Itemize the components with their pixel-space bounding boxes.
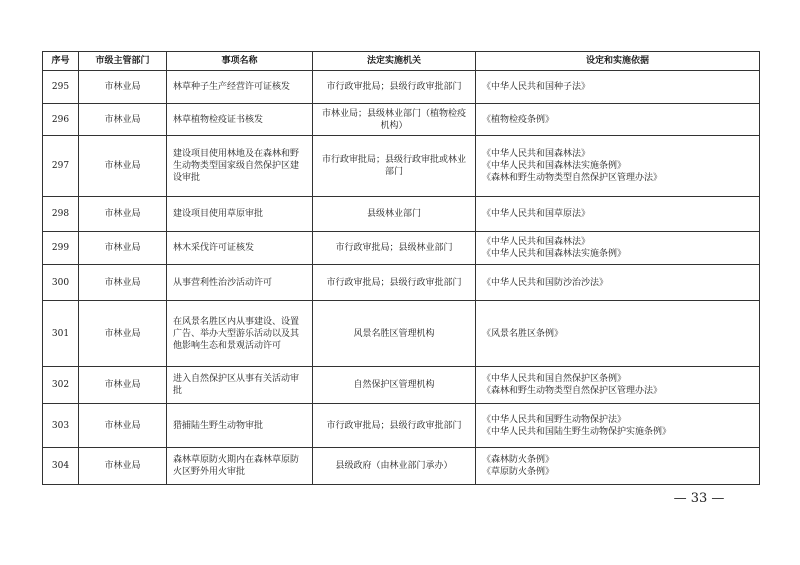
row-department: 市林业局 (79, 301, 167, 367)
row-item-name: 在风景名胜区内从事建设、设置广告、举办大型游乐活动以及其他影响生态和景观活动许可 (167, 301, 313, 367)
row-number: 295 (43, 71, 79, 104)
row-number: 298 (43, 197, 79, 232)
row-authority: 市行政审批局；县级行政审批部门 (313, 71, 476, 104)
basis-line: 《中华人民共和国草原法》 (482, 209, 591, 219)
table-row (43, 265, 760, 301)
row-number: 304 (43, 448, 79, 485)
row-legal-basis (476, 265, 760, 301)
row-item-name: 林草种子生产经营许可证核发 (167, 71, 313, 104)
row-department: 市林业局 (79, 232, 167, 265)
table-header-row (43, 52, 760, 71)
row-department: 市林业局 (79, 71, 167, 104)
row-legal-basis (476, 448, 760, 485)
row-number: 296 (43, 104, 79, 136)
row-number: 303 (43, 404, 79, 448)
row-item-name: 森林草原防火期内在森林草原防火区野外用火审批 (167, 448, 313, 485)
row-department: 市林业局 (79, 197, 167, 232)
basis-line: 《森林和野生动物类型自然保护区管理办法》 (482, 173, 663, 183)
row-department: 市林业局 (79, 136, 167, 197)
basis-line: 《中华人民共和国种子法》 (482, 82, 591, 92)
row-item-name: 从事营利性治沙活动许可 (167, 265, 313, 301)
row-item-name: 林草植物检疫证书核发 (167, 104, 313, 136)
basis-line: 《植物检疫条例》 (482, 114, 555, 125)
basis-line: 《中华人民共和国陆生野生动物保护实施条例》 (482, 426, 672, 437)
row-legal-basis (476, 301, 760, 367)
row-legal-basis (476, 367, 760, 404)
table-row (43, 367, 760, 404)
header-authority: 法定实施机关 (313, 52, 476, 71)
table-row (43, 104, 760, 136)
table-row (43, 197, 760, 232)
row-legal-basis (476, 404, 760, 448)
basis-line: 《风景名胜区条例》 (482, 328, 564, 339)
basis-line: 《森林和野生动物类型自然保护区管理办法》 (482, 386, 663, 396)
row-number: 301 (43, 301, 79, 367)
row-item-name: 进入自然保护区从事有关活动审批 (167, 367, 313, 404)
row-authority: 县级政府（由林业部门承办） (313, 448, 476, 485)
basis-line: 《森林防火条例》 (482, 455, 555, 465)
row-authority: 自然保护区管理机构 (313, 367, 476, 404)
table-row (43, 301, 760, 367)
row-legal-basis (476, 136, 760, 197)
basis-line: 《中华人民共和国森林法实施条例》 (482, 249, 627, 259)
basis-line: 《中华人民共和国防沙治沙法》 (482, 277, 609, 288)
row-item-name: 林木采伐许可证核发 (167, 232, 313, 265)
header-item-name: 事项名称 (167, 52, 313, 71)
row-authority: 市行政审批局；县级行政审批部门 (313, 265, 476, 301)
basis-line: 《中华人民共和国森林法实施条例》 (482, 161, 627, 171)
row-department: 市林业局 (79, 448, 167, 485)
header-department: 市级主管部门 (79, 52, 167, 71)
row-number: 302 (43, 367, 79, 404)
table-row (43, 71, 760, 104)
table-row (43, 404, 760, 448)
row-item-name: 建设项目使用林地及在森林和野生动物类型国家级自然保护区建设审批 (167, 136, 313, 197)
basis-line: 《中华人民共和国森林法》 (482, 149, 591, 159)
row-legal-basis (476, 104, 760, 136)
row-number: 297 (43, 136, 79, 197)
row-authority: 风景名胜区管理机构 (313, 301, 476, 367)
table-row (43, 232, 760, 265)
basis-line: 《中华人民共和国野生动物保护法》 (482, 414, 627, 425)
page-number: — 33 — (673, 491, 725, 506)
row-authority: 县级林业部门 (313, 197, 476, 232)
table-row (43, 448, 760, 485)
header-number: 序号 (43, 52, 79, 71)
row-department: 市林业局 (79, 265, 167, 301)
row-item-name: 建设项目使用草原审批 (167, 197, 313, 232)
row-legal-basis (476, 232, 760, 265)
row-number: 299 (43, 232, 79, 265)
row-department: 市林业局 (79, 367, 167, 404)
row-item-name: 猎捕陆生野生动物审批 (167, 404, 313, 448)
table-row (43, 136, 760, 197)
basis-line: 《中华人民共和国森林法》 (482, 237, 591, 247)
row-authority: 市行政审批局；县级行政审批或林业部门 (313, 136, 476, 197)
row-department: 市林业局 (79, 104, 167, 136)
row-number: 300 (43, 265, 79, 301)
row-authority: 市行政审批局；县级行政审批部门 (313, 404, 476, 448)
basis-line: 《中华人民共和国自然保护区条例》 (482, 374, 627, 384)
header-legal-basis: 设定和实施依据 (476, 52, 760, 71)
row-legal-basis (476, 71, 760, 104)
row-authority: 市林业局；县级林业部门（植物检疫机构） (313, 104, 476, 136)
items-table (42, 51, 760, 485)
basis-line: 《草原防火条例》 (482, 467, 555, 477)
row-authority: 市行政审批局；县级林业部门 (313, 232, 476, 265)
row-legal-basis (476, 197, 760, 232)
row-department: 市林业局 (79, 404, 167, 448)
